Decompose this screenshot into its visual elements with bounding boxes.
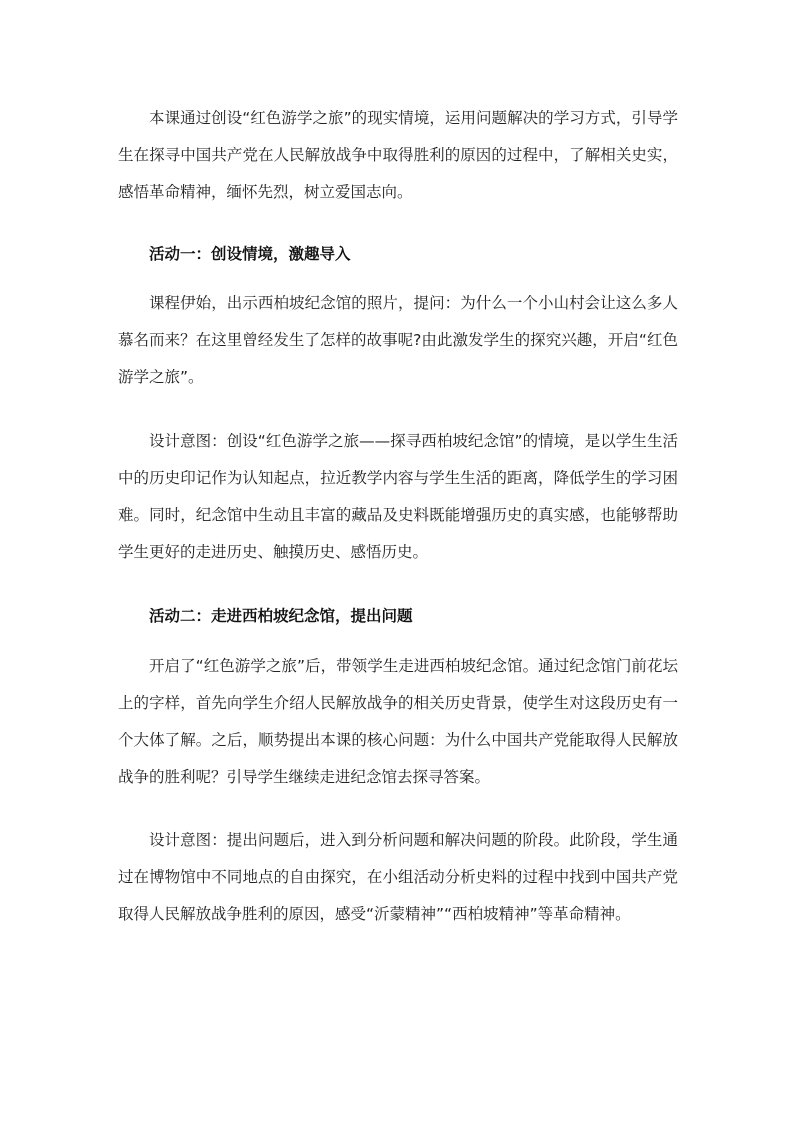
activity-one-paragraph: 课程伊始，出示西柏坡纪念馆的照片，提问：为什么一个小山村会让这么多人慕名而来？在这里曾经发生了怎样的故事呢?由此激发学生的探究兴趣，开启“红色游学之旅”。 [118,294,678,386]
activity-two-design-intent: 设计意图：提出问题后，进入到分析问题和解决问题的阶段。此阶段，学生通过在博物馆中不同地点的自由探究，在小组活动分析史料的过程中找到中国共产党取得人民解放战争胜利的原因，感受“沂蒙精神”“西柏坡精神”等革命精神。 [118,831,678,923]
activity-two-paragraph: 开启了“红色游学之旅”后，带领学生走进西柏坡纪念馆。通过纪念馆门前花坛上的字样，首先向学生介绍人民解放战争的相关历史背景，使学生对这段历史有一个大体了解。之后，顺势提出本课的核心问题：为什么中国共产党能取得人民解放战争的胜利呢？引导学生继续走进纪念馆去探寻答案。 [118,657,678,786]
activity-one-heading: 活动一：创设情境，激趣导入 [149,245,351,263]
intro-paragraph: 本课通过创设“红色游学之旅”的现实情境，运用问题解决的学习方式，引导学生在探寻中国共产党在人民解放战争中取得胜利的原因的过程中，了解相关史实，感悟革命精神，缅怀先烈，树立爱国志向。 [118,109,678,201]
activity-two-heading: 活动二：走进西柏坡纪念馆，提出问题 [149,607,413,625]
activity-one-design-intent: 设计意图：创设“红色游学之旅——探寻西柏坡纪念馆”的情境，是以学生生活中的历史印记作为认知起点，拉近教学内容与学生生活的距离，降低学生的学习困难。同时，纪念馆中生动且丰富的藏品及史料既能增强历史的真实感，也能够帮助学生更好的走进历史、触摸历史、感悟历史。 [118,432,678,561]
